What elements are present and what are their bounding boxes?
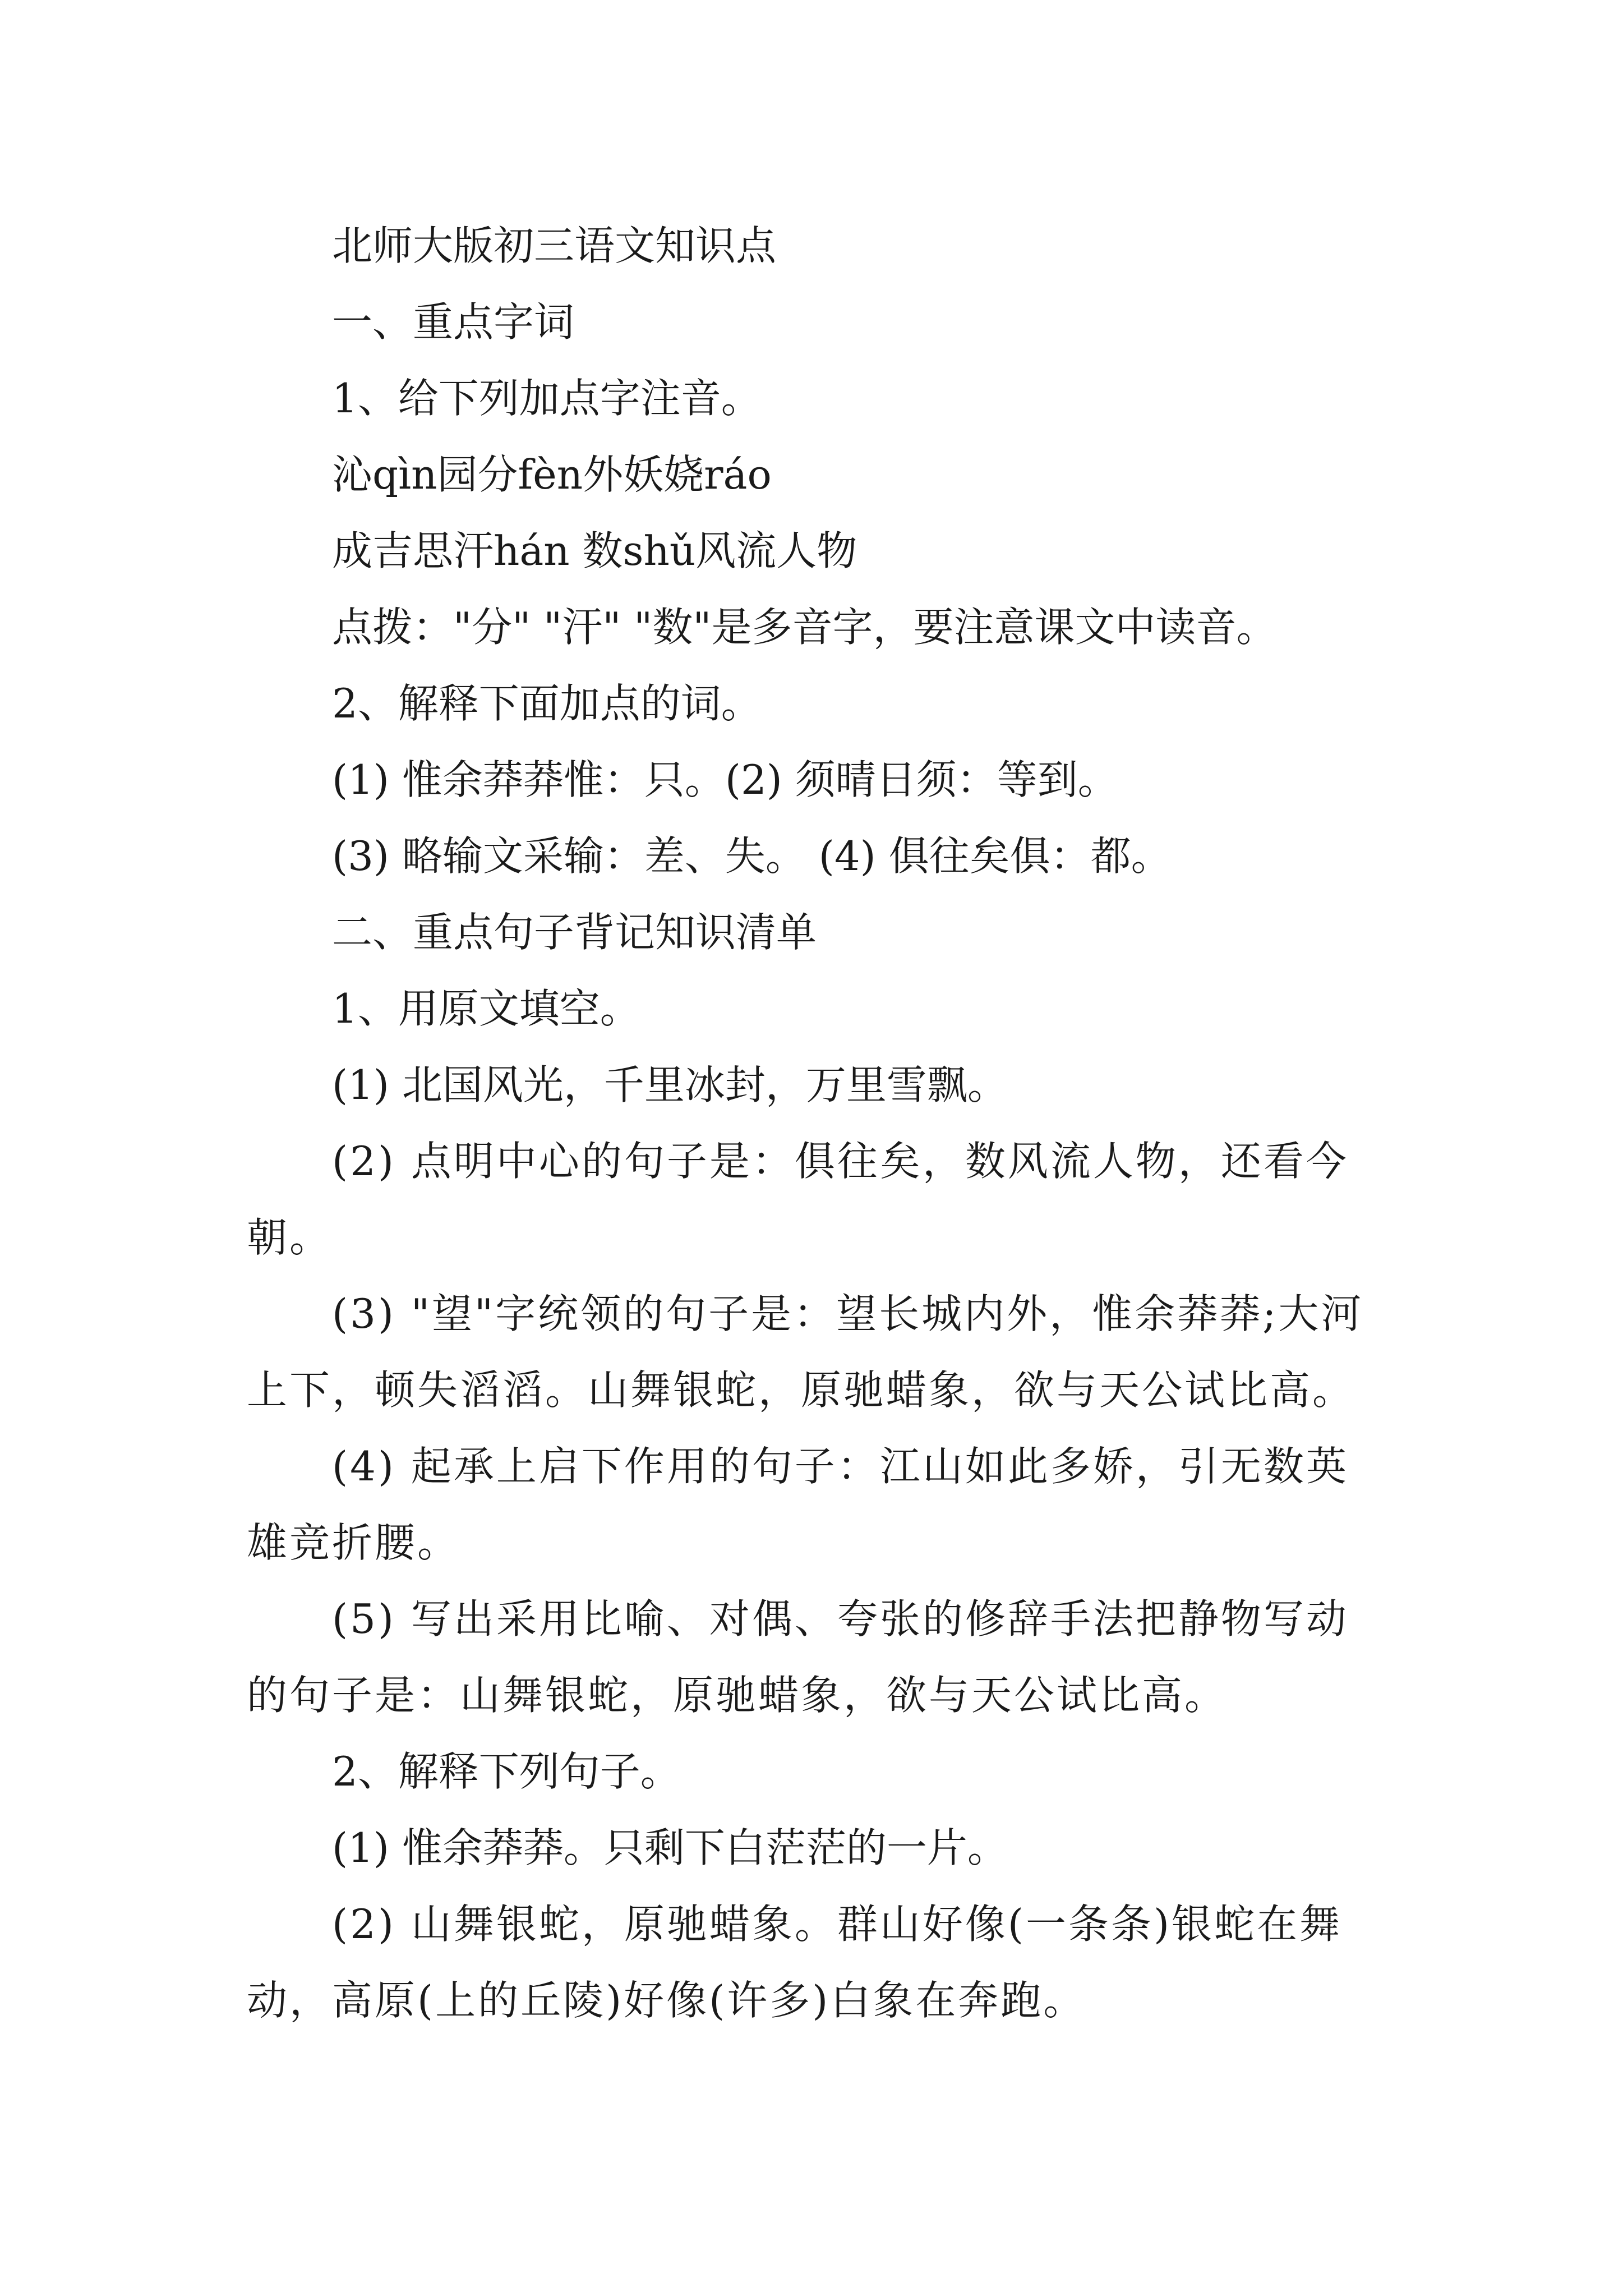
tip-line: 点拨："分" "汗" "数"是多音字，要注意课文中读音。 [332, 604, 1277, 651]
question-explain-words: 2、解释下面加点的词。 [332, 680, 762, 727]
pinyin-line-1: 沁qìn园分fèn外妖娆ráo [332, 451, 772, 498]
document-title: 北师大版初三语文知识点 [332, 222, 777, 269]
fill-paragraph-5: (5) 写出采用比喻、对偶、夸张的修辞手法把静物写动的句子是：山舞银蛇，原驰蜡象，欲与天公试比高。 [247, 1595, 1349, 1719]
explain-sentence-1: (1) 惟余莽莽。只剩下白茫茫的一片。 [332, 1824, 1008, 1871]
explain-sentence-2: (2) 山舞银蛇，原驰蜡象。群山好像(一条条)银蛇在舞动，高原(上的丘陵)好像(许多)白象在奔跑。 [247, 1901, 1343, 2024]
pinyin-line-2: 成吉思汗hán 数shǔ风流人物 [332, 527, 857, 574]
document-body [247, 208, 1385, 2039]
fill-line-1: (1) 北国风光，千里冰封，万里雪飘。 [332, 1061, 1008, 1108]
heading-key-words: 一、重点字词 [332, 298, 575, 346]
question-fill-blank: 1、用原文填空。 [332, 985, 640, 1032]
fill-paragraph-3: (3) "望"字统领的句子是：望长城内外，惟余莽莽;大河上下，顿失滔滔。山舞银蛇，原驰蜡象，欲与天公试比高。 [247, 1290, 1364, 1414]
question-pinyin: 1、给下列加点字注音。 [332, 375, 762, 422]
explain-line-1: (1) 惟余莽莽惟：只。(2) 须晴日须：等到。 [332, 756, 1118, 803]
question-explain-sentences: 2、解释下列句子。 [332, 1748, 681, 1795]
fill-paragraph-4: (4) 起承上启下作用的句子：江山如此多娇，引无数英雄竞折腰。 [247, 1443, 1349, 1566]
heading-key-sentences: 二、重点句子背记知识清单 [332, 909, 817, 956]
explain-line-2: (3) 略输文采输：差、失。 (4) 俱往矣俱：都。 [332, 832, 1172, 880]
fill-paragraph-2: (2) 点明中心的句子是：俱往矣，数风流人物，还看今朝。 [247, 1138, 1349, 1261]
